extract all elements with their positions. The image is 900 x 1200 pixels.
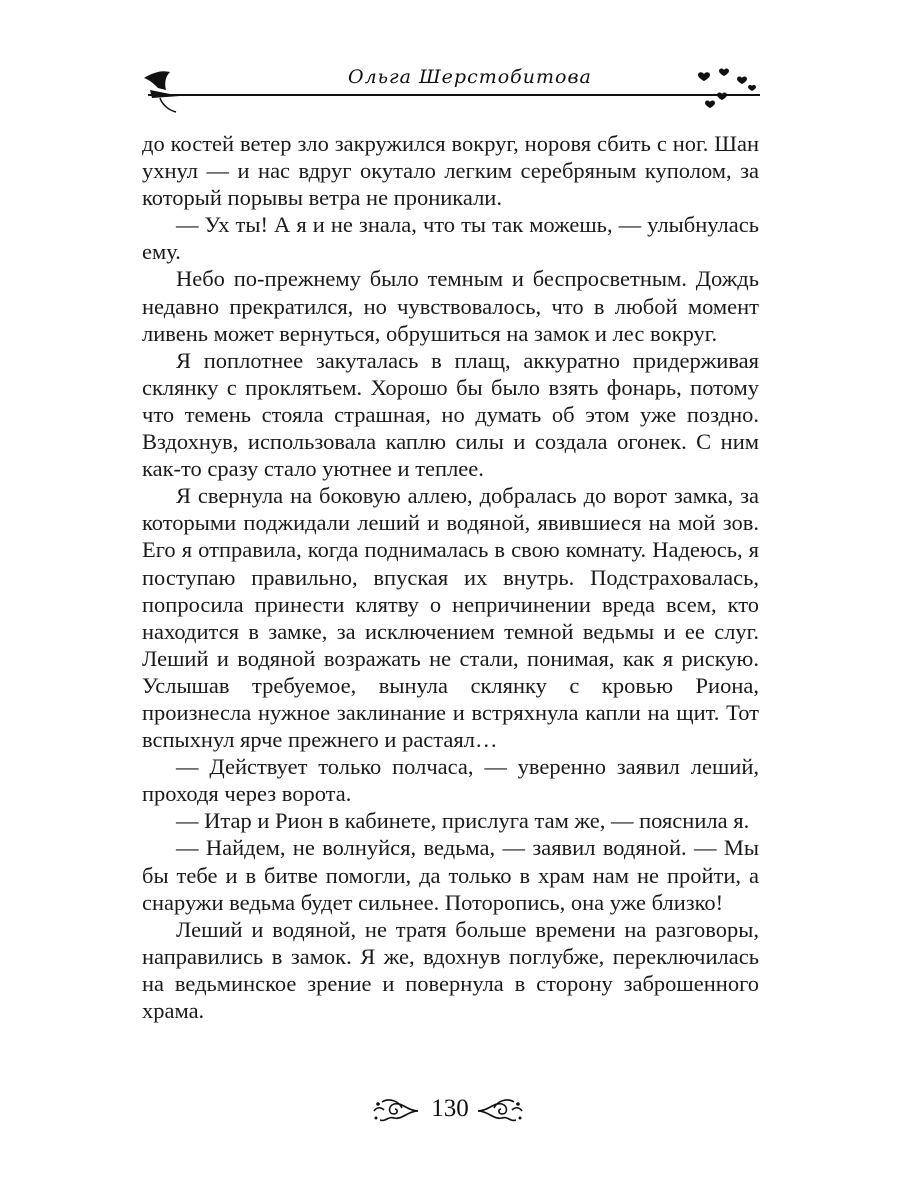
paragraph: Леший и водяной, не тратя больше времени на разговоры, направились в замок. Я же, вдохнув поглубже, переключилась на ведьминское зрение и повернула в сторону заброшенного храма. [142, 916, 759, 1023]
body-text [142, 130, 759, 1024]
hearts-decoration-icon [690, 58, 760, 114]
paragraph: — Найдем, не волнуйся, ведьма, — заявил водяной. — Мы бы тебе и в битве помогли, да только в храм нам не пройти, а снаружи ведьма будет сильнее. Поторопись, она уже близко! [142, 835, 759, 915]
author-name: Ольга Шерстобитова [340, 66, 600, 88]
paragraph: — Итар и Рион в кабинете, прислуга там же, — пояснила я. [176, 808, 750, 834]
page-number: 130 [431, 1095, 469, 1122]
header-rule [148, 94, 760, 96]
paragraph: — Ух ты! А я и не знала, что ты так можешь, — улыбнулась ему. [142, 212, 759, 265]
floral-ornament-icon [372, 1096, 420, 1126]
witch-hat-icon [140, 64, 184, 116]
paragraph: до костей ветер зло закружился вокруг, норовя сбить с ног. Шан ухнул — и нас вдруг окутало легким серебряным куполом, за который порывы ветра не проникали. [142, 131, 759, 211]
paragraph: — Действует только полчаса, — уверенно заявил леший, проходя через ворота. [142, 754, 759, 807]
paragraph: Я свернула на боковую аллею, добралась до ворот замка, за которыми поджидали леший и водяной, явившиеся на мой зов. Его я отправила, когда поднималась в свою комнату. Надеюсь, я поступаю правильно, впуская их внутрь. Подстраховалась, попросила принести клятву о непричинении вреда всем, кто находится в замке, за исключением темной ведьмы и ее слуг. Леший и водяной возражать не стали, понимая, как я рискую. Услышав требуемое, вынула склянку с кровью Риона, произнесла нужное заклинание и встряхнула капли на щит. Тот вспыхнул ярче прежнего и растаял… [142, 483, 759, 753]
page-footer [0, 1092, 900, 1132]
running-header [140, 58, 760, 118]
paragraph: Я поплотнее закуталась в плащ, аккуратно придерживая склянку с проклятьем. Хорошо бы было взять фонарь, потому что темень стояла страшная, но думать об этом уже поздно. Вздохнув, использовала каплю силы и создала огонек. С ним как-то сразу стало уютнее и теплее. [142, 347, 759, 482]
floral-ornament-icon [476, 1096, 524, 1126]
paragraph: Небо по-прежнему было темным и беспросветным. Дождь недавно прекратился, но чувствовалось, что в любой момент ливень может вернуться, обрушиться на замок и лес вокруг. [142, 266, 759, 346]
